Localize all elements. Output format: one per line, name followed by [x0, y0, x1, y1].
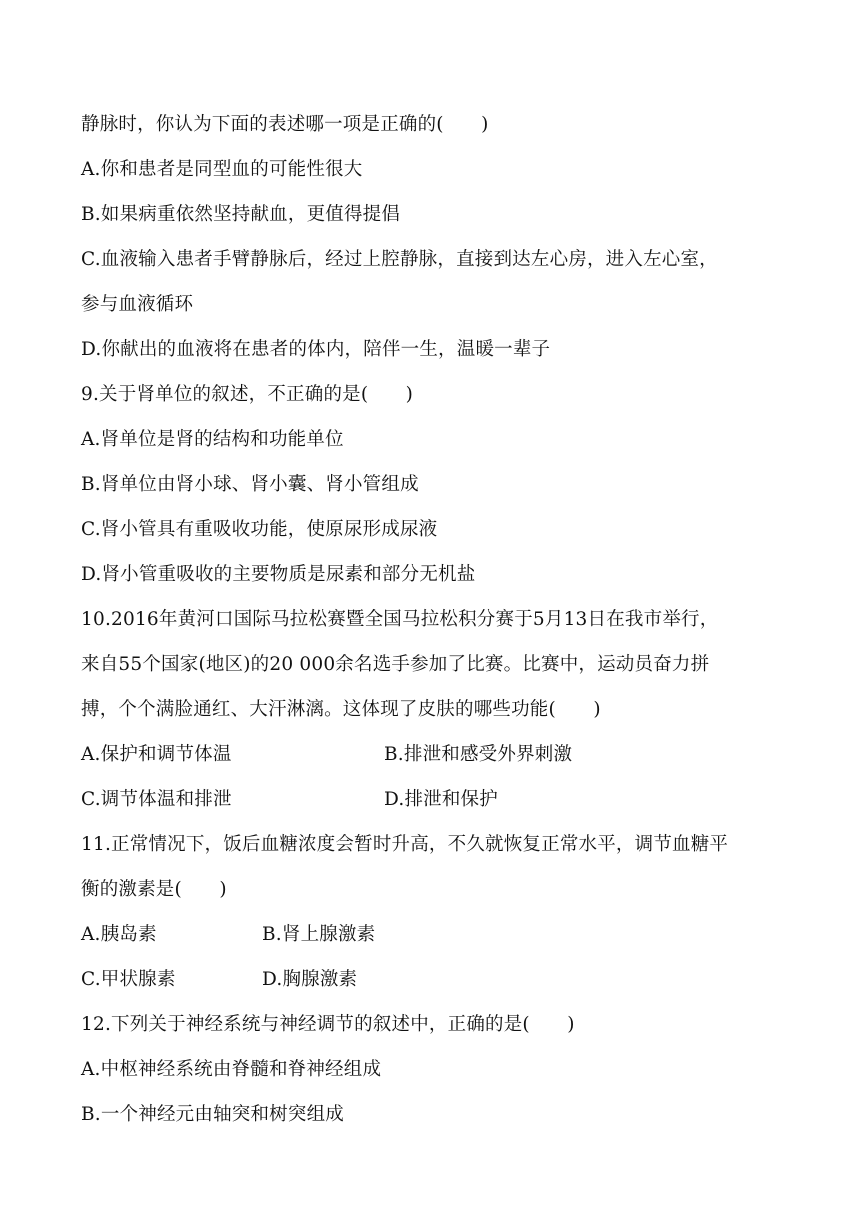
option-8c: C.血液输入患者手臂静脉后，经过上腔静脉，直接到达左心房，进入左心室，: [81, 249, 718, 270]
option-8a: A.你和患者是同型血的可能性很大: [81, 159, 363, 180]
question-12-stem: 12.下列关于神经系统与神经调节的叙述中，正确的是( ): [81, 1014, 575, 1035]
option-11c: C.甲状腺素: [81, 969, 176, 990]
option-11b: B.肾上腺激素: [262, 924, 376, 945]
option-8d: D.你献出的血液将在患者的体内，陪伴一生，温暖一辈子: [81, 339, 551, 360]
question-10-stem: 10.2016年黄河口国际马拉松赛暨全国马拉松积分赛于5月13日在我市举行，: [81, 609, 719, 630]
option-8c-continued: 参与血液循环: [81, 294, 194, 315]
option-9b: B.肾单位由肾小球、肾小囊、肾小管组成: [81, 474, 419, 495]
option-9c: C.肾小管具有重吸收功能，使原尿形成尿液: [81, 519, 438, 540]
question-9-stem: 9.关于肾单位的叙述，不正确的是( ): [81, 384, 414, 405]
option-8b: B.如果病重依然坚持献血，更值得提倡: [81, 204, 401, 225]
option-10b: B.排泄和感受外界刺激: [384, 744, 573, 765]
option-10a: A.保护和调节体温: [81, 744, 232, 765]
option-10c: C.调节体温和排泄: [81, 789, 232, 810]
question-11-stem: 11.正常情况下，饭后血糖浓度会暂时升高，不久就恢复正常水平，调节血糖平: [81, 834, 729, 855]
option-11a: A.胰岛素: [81, 924, 157, 945]
question-10-stem-line2: 来自55个国家(地区)的20 000余名选手参加了比赛。比赛中，运动员奋力拼: [81, 654, 710, 675]
option-11d: D.胸腺激素: [262, 969, 358, 990]
option-12b: B.一个神经元由轴突和树突组成: [81, 1104, 344, 1125]
option-10d: D.排泄和保护: [384, 789, 498, 810]
option-9d: D.肾小管重吸收的主要物质是尿素和部分无机盐: [81, 564, 476, 585]
question-11-stem-continued: 衡的激素是( ): [81, 879, 227, 900]
option-9a: A.肾单位是肾的结构和功能单位: [81, 429, 344, 450]
question-8-stem-continued: 静脉时，你认为下面的表述哪一项是正确的( ): [81, 114, 489, 135]
option-12a: A.中枢神经系统由脊髓和脊神经组成: [81, 1059, 382, 1080]
question-10-stem-line3: 搏，个个满脸通红、大汗淋漓。这体现了皮肤的哪些功能( ): [81, 699, 601, 720]
